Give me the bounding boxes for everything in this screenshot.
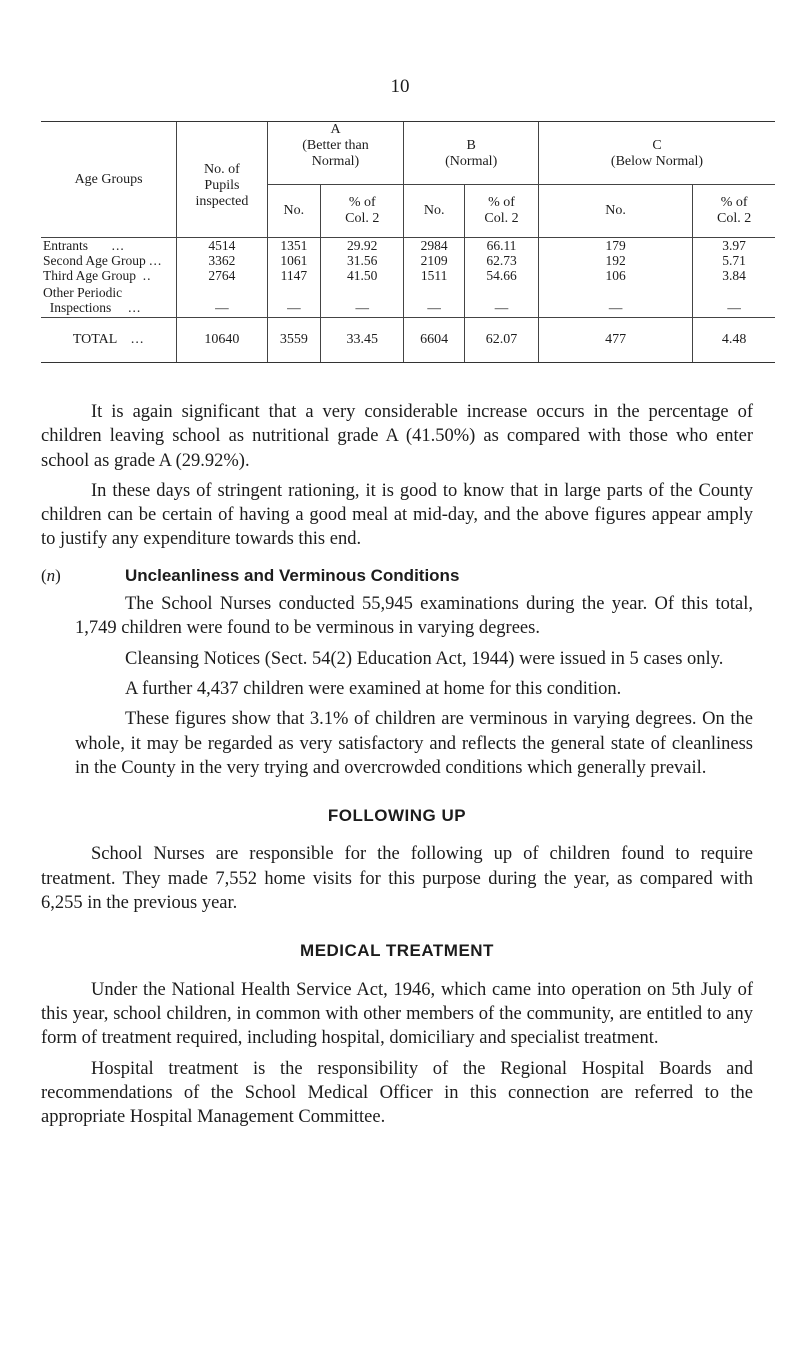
table-row: [41, 283, 775, 318]
cell-b-pct: 62.73: [465, 253, 539, 268]
cell-a-pct: 41.50: [321, 268, 404, 283]
paragraph: These figures show that 3.1% of children are verminous in varying degrees. On the whole, it may be regarded as very satisfactory and reflects the general state of cleanliness in the County in the very trying and overcrowded conditions which generally prevail.: [75, 709, 753, 778]
cell-pupils: 3362: [177, 253, 267, 268]
cell-a-no: 1147: [267, 268, 320, 283]
header-a-no: No.: [267, 185, 320, 238]
heading-medical-treatment: MEDICAL TREATMENT: [300, 941, 494, 961]
header-pct-line: Col. 2: [716, 211, 752, 226]
header-group-b: [404, 122, 539, 185]
cell-b-pct: 66.11: [465, 238, 539, 254]
leader-dots: ..: [142, 268, 152, 283]
tag-paren: (: [41, 565, 47, 585]
paragraph: School Nurses are responsible for the following up of children found to require treatment. They made 7,552 home visits for this purpose during the year, as compared with 6,255 in the previous year.: [41, 844, 753, 914]
total-a-pct: 33.45: [321, 318, 404, 363]
header-pct-line: % of: [488, 195, 515, 210]
paragraph: Hospital treatment is the responsibility of the Regional Hospital Boards and recommendations of the School Medical Officer in this connection are referred to the appropriate Hospital Management Committee.: [41, 1058, 753, 1128]
table-total-row: [41, 318, 775, 363]
header-a-pct: [321, 185, 404, 238]
header-pupils-line: inspected: [195, 193, 249, 209]
total-pupils: 10640: [177, 318, 267, 363]
cell-pupils: 2764: [177, 268, 267, 283]
cell-dash: —: [693, 283, 775, 318]
header-pupils-inspected: [177, 122, 267, 238]
paragraph: The School Nurses conducted 55,945 examinations during the year. Of this total, 1,749 children were found to be verminous in varying degrees.: [75, 594, 753, 639]
cell-a-pct: 29.92: [321, 238, 404, 254]
total-c-no: 477: [539, 318, 693, 363]
tag-paren: ): [55, 565, 61, 585]
cell-c-pct: 3.84: [693, 268, 775, 283]
row-label-text: Third Age Group: [43, 268, 136, 283]
row-label: [41, 238, 177, 254]
header-pupils-line: Pupils: [204, 177, 240, 193]
body-text: [41, 400, 753, 1135]
row-label-text: Second Age Group: [43, 253, 146, 268]
header-group-a-letter: A: [330, 122, 341, 137]
cell-b-no: 2109: [404, 253, 465, 268]
nutrition-table: [41, 121, 775, 363]
header-group-c-line: (Below Normal): [610, 154, 704, 169]
header-group-b-line: (Normal): [445, 154, 498, 169]
paragraph: Under the National Health Service Act, 1946, which came into operation on 5th July of this year, school children, in common with other members of the community, are entitled to any form of treatment required, including hospital, domiciliary and specialist treatment.: [41, 979, 753, 1049]
cell-b-no: 2984: [404, 238, 465, 254]
cell-dash: —: [465, 283, 539, 318]
header-b-no: No.: [404, 185, 465, 238]
paragraph: A further 4,437 children were examined at home for this condition.: [125, 678, 622, 699]
row-label: [41, 283, 177, 318]
paragraph: It is again significant that a very considerable increase occurs in the percentage of children leaving school as nutritional grade A (41.50%) as compared with those who enter school as grade A (29.92%).: [41, 402, 753, 471]
cell-a-no: 1351: [267, 238, 320, 254]
section-heading-uncleanliness: [41, 564, 753, 588]
header-c-pct: [693, 185, 775, 238]
cell-b-pct: 54.66: [465, 268, 539, 283]
cell-pupils: 4514: [177, 238, 267, 254]
total-a-no: 3559: [267, 318, 320, 363]
row-label: [41, 268, 177, 283]
table-row: [41, 238, 775, 254]
cell-c-no: 192: [539, 253, 693, 268]
header-pct-line: % of: [348, 195, 376, 210]
row-label-text: Other Periodic: [43, 285, 123, 300]
header-group-a-line: (Better than: [302, 138, 369, 153]
header-group-b-letter: B: [466, 138, 476, 153]
heading-following-up: FOLLOWING UP: [327, 806, 467, 826]
header-age-groups: Age Groups: [41, 122, 177, 238]
cell-c-pct: 5.71: [693, 253, 775, 268]
leader-dots: ...: [111, 238, 125, 253]
cell-dash: —: [177, 283, 267, 318]
row-label: [41, 253, 177, 268]
row-label-text: Inspections: [49, 300, 112, 315]
header-pct-line: % of: [720, 195, 748, 210]
cell-b-no: 1511: [404, 268, 465, 283]
header-group-a: [267, 122, 404, 185]
total-b-pct: 62.07: [465, 318, 539, 363]
cell-a-no: 1061: [267, 253, 320, 268]
section-title: Uncleanliness and Verminous Conditions: [125, 565, 460, 585]
cell-dash: —: [267, 283, 320, 318]
header-group-c: [539, 122, 775, 185]
paragraph: Cleansing Notices (Sect. 54(2) Education Act, 1944) were issued in 5 cases only.: [125, 648, 724, 669]
cell-dash: —: [321, 283, 404, 318]
total-b-no: 6604: [404, 318, 465, 363]
cell-a-pct: 31.56: [321, 253, 404, 268]
section-body: [41, 592, 753, 780]
paragraph: In these days of stringent rationing, it is good to know that in large parts of the County children can be certain of having a good meal at mid-day, and the above figures appear amply to justify any expenditure towards this end.: [41, 480, 753, 550]
leader-dots: ...: [149, 253, 163, 268]
total-c-pct: 4.48: [693, 318, 775, 363]
section-tag: [41, 564, 61, 588]
table-row: [41, 253, 775, 268]
leader-dots: ...: [128, 300, 142, 315]
cell-c-pct: 3.97: [693, 238, 775, 254]
total-label: [41, 318, 177, 363]
header-c-no: No.: [539, 185, 693, 238]
cell-dash: —: [404, 283, 465, 318]
table-row: [41, 268, 775, 283]
header-group-a-line: Normal): [311, 154, 360, 169]
header-pct-line: Col. 2: [484, 211, 519, 226]
page-number: 10: [390, 76, 410, 97]
header-group-c-letter: C: [652, 138, 662, 153]
leader-dots: ...: [130, 332, 145, 347]
row-label-text: Entrants: [43, 238, 88, 253]
cell-c-no: 106: [539, 268, 693, 283]
tag-letter: n: [46, 565, 56, 585]
cell-dash: —: [539, 283, 693, 318]
total-label-text: TOTAL: [72, 332, 117, 347]
header-b-pct: [465, 185, 539, 238]
header-pupils-line: No. of: [204, 161, 240, 177]
cell-c-no: 179: [539, 238, 693, 254]
header-pct-line: Col. 2: [345, 211, 380, 226]
